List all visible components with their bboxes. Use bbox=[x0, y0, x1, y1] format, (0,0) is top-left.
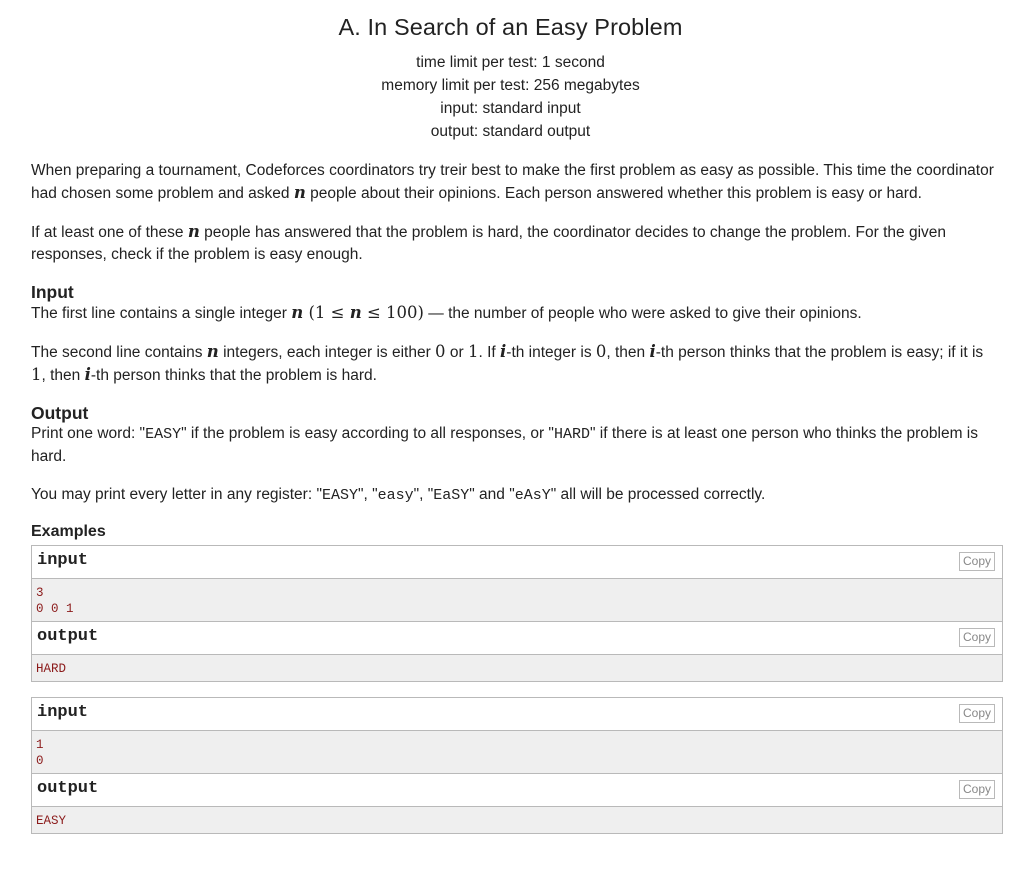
example-line: 1 bbox=[36, 738, 44, 752]
text: , then bbox=[606, 344, 650, 361]
example-output-header bbox=[32, 774, 1002, 807]
math-n: n bbox=[187, 222, 200, 241]
copy-button[interactable]: Copy bbox=[959, 628, 995, 647]
example-output-header bbox=[32, 622, 1002, 655]
statement-paragraph-2 bbox=[31, 221, 1001, 266]
code-variant: eAsY bbox=[514, 487, 551, 504]
example-input-label: input bbox=[37, 551, 89, 570]
statement-paragraph-1 bbox=[31, 160, 1001, 205]
example-line: 0 0 1 bbox=[36, 602, 74, 616]
code-hard: HARD bbox=[553, 426, 590, 443]
math-n: n bbox=[293, 183, 306, 202]
math-range-close: ≤ 100) bbox=[361, 303, 424, 322]
example-line: 0 bbox=[36, 754, 44, 768]
text: " if there is at least one person who thinks the problem is hard. bbox=[31, 425, 978, 465]
code-variant: EASY bbox=[321, 487, 358, 504]
text: " all will be processed correctly. bbox=[550, 486, 766, 503]
problem-header bbox=[0, 0, 1021, 143]
math-i: i bbox=[649, 342, 656, 361]
text: -th integer is bbox=[506, 344, 596, 361]
math-i: i bbox=[500, 342, 507, 361]
output-file: output: standard output bbox=[430, 123, 591, 140]
example-input-header bbox=[32, 546, 1002, 579]
example-output-label: output bbox=[37, 627, 99, 646]
text: The second line contains bbox=[31, 344, 207, 361]
text: " and " bbox=[469, 486, 515, 503]
examples-title: Examples bbox=[31, 523, 106, 540]
math-n: n bbox=[206, 342, 219, 361]
code-easy: EASY bbox=[145, 426, 182, 443]
example-line: HARD bbox=[36, 662, 67, 676]
text: . If bbox=[478, 344, 500, 361]
text: ", " bbox=[413, 486, 434, 503]
example-input-body bbox=[32, 731, 1002, 774]
text: ", " bbox=[357, 486, 378, 503]
text: people has answered that the problem is hard, the coordinator decides to change the problem. For the given responses, check if the problem is easy enough. bbox=[31, 224, 947, 263]
text: -th person thinks that the problem is easy; if it is bbox=[655, 344, 984, 361]
math-one: 1 bbox=[31, 365, 42, 384]
text: If at least one of these bbox=[31, 224, 188, 241]
code-variant: EaSY bbox=[433, 487, 470, 504]
math-n: n bbox=[349, 303, 362, 322]
text: " if the problem is easy according to all responses, or " bbox=[181, 425, 554, 442]
text: , then bbox=[41, 367, 85, 384]
text: When preparing a tournament, Codeforces coordinators try treir best to make the first problem as easy as possible. This time the coordinator had chosen some problem and asked bbox=[31, 162, 994, 202]
math-i: i bbox=[84, 365, 91, 384]
example-output-body bbox=[32, 655, 1002, 681]
text: or bbox=[445, 344, 468, 361]
example-input-label: input bbox=[37, 703, 89, 722]
text: Print one word: " bbox=[31, 425, 146, 442]
copy-button[interactable]: Copy bbox=[959, 704, 995, 723]
example-output-body bbox=[32, 807, 1002, 833]
text: — the number of people who were asked to give their opinions. bbox=[423, 305, 862, 322]
example-line: 3 bbox=[36, 586, 44, 600]
problem-content bbox=[31, 160, 1001, 849]
input-paragraph-1 bbox=[31, 302, 1001, 325]
text: -th person thinks that the problem is hard. bbox=[90, 367, 377, 384]
math-one: 1 bbox=[467, 342, 479, 361]
input-file: input: standard input bbox=[440, 100, 581, 117]
text: You may print every letter in any register: " bbox=[31, 486, 322, 503]
output-paragraph-1 bbox=[31, 423, 1001, 468]
example-1 bbox=[31, 545, 1003, 682]
time-limit: time limit per test: 1 second bbox=[416, 54, 605, 71]
output-paragraph-2 bbox=[31, 484, 1001, 507]
math-zero: 0 bbox=[595, 342, 607, 361]
text: integers, each integer is either bbox=[218, 344, 436, 361]
input-section-title: Input bbox=[31, 282, 74, 302]
math-range-open: (1 ≤ bbox=[303, 303, 350, 322]
problem-title: A. In Search of an Easy Problem bbox=[338, 14, 683, 40]
code-variant: easy bbox=[377, 487, 414, 504]
example-input-body bbox=[32, 579, 1002, 622]
memory-limit: memory limit per test: 256 megabytes bbox=[381, 77, 640, 94]
text: people about their opinions. Each person answered whether this problem is easy or hard. bbox=[305, 185, 922, 202]
text: The first line contains a single integer bbox=[31, 305, 292, 322]
math-n: n bbox=[291, 303, 304, 322]
copy-button[interactable]: Copy bbox=[959, 780, 995, 799]
math-zero: 0 bbox=[435, 342, 446, 361]
copy-button[interactable]: Copy bbox=[959, 552, 995, 571]
example-line: EASY bbox=[36, 814, 67, 828]
example-input-header bbox=[32, 698, 1002, 731]
example-output-label: output bbox=[37, 779, 99, 798]
input-paragraph-2 bbox=[31, 341, 1001, 387]
output-section-title: Output bbox=[31, 403, 89, 423]
example-2 bbox=[31, 697, 1003, 834]
